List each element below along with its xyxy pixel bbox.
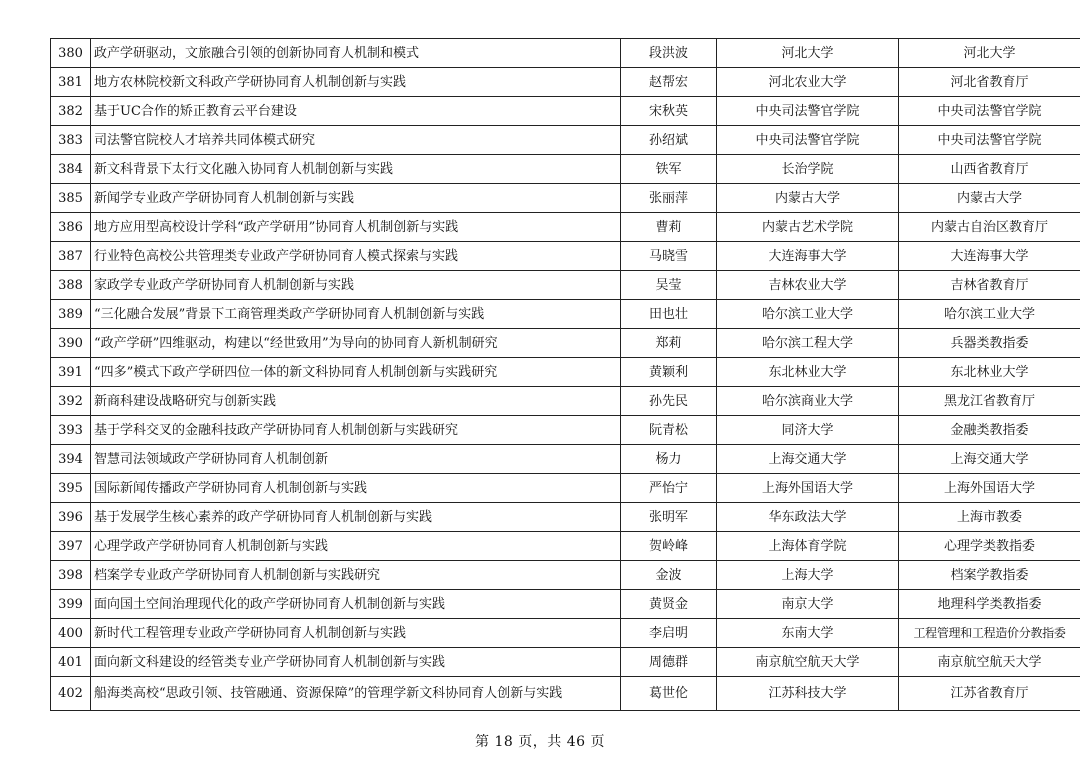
project-leader: 赵帮宏 [621,68,717,97]
table-row [51,242,1080,271]
recommending-unit: 中央司法警官学院 [899,97,1080,126]
page-footer: 第 18 页，共 46 页 [475,734,605,750]
school-name: 长治学院 [717,155,899,184]
row-number: 401 [51,648,91,677]
row-number: 386 [51,213,91,242]
project-title: 家政学专业政产学研协同育人机制创新与实践 [91,271,621,300]
recommending-unit: 上海交通大学 [899,445,1080,474]
table-row [51,648,1080,677]
school-name: 中央司法警官学院 [717,97,899,126]
recommending-unit: 南京航空航天大学 [899,648,1080,677]
row-number: 382 [51,97,91,126]
project-title: 面向国土空间治理现代化的政产学研协同育人机制创新与实践 [91,590,621,619]
row-number: 393 [51,416,91,445]
project-title: 国际新闻传播政产学研协同育人机制创新与实践 [91,474,621,503]
row-number: 380 [51,39,91,68]
table-row [51,619,1080,648]
row-number: 381 [51,68,91,97]
project-title: 司法警官院校人才培养共同体模式研究 [91,126,621,155]
project-title: 地方农林院校新文科政产学研协同育人机制创新与实践 [91,68,621,97]
table-row [51,474,1080,503]
school-name: 华东政法大学 [717,503,899,532]
project-leader: 杨力 [621,445,717,474]
project-table-body [51,39,1080,711]
project-leader: 黄贤金 [621,590,717,619]
school-name: 上海交通大学 [717,445,899,474]
recommending-unit: 吉林省教育厅 [899,271,1080,300]
row-number: 402 [51,677,91,711]
row-number: 384 [51,155,91,184]
project-title: 档案学专业政产学研协同育人机制创新与实践研究 [91,561,621,590]
table-row [51,503,1080,532]
recommending-unit: 山西省教育厅 [899,155,1080,184]
project-title: 心理学政产学研协同育人机制创新与实践 [91,532,621,561]
project-title: 基于UC合作的矫正教育云平台建设 [91,97,621,126]
project-leader: 郑莉 [621,329,717,358]
row-number: 392 [51,387,91,416]
recommending-unit: 上海市教委 [899,503,1080,532]
school-name: 上海大学 [717,561,899,590]
recommending-unit: 档案学教指委 [899,561,1080,590]
project-leader: 阮青松 [621,416,717,445]
row-number: 399 [51,590,91,619]
recommending-unit: 内蒙古自治区教育厅 [899,213,1080,242]
school-name: 东南大学 [717,619,899,648]
table-row [51,213,1080,242]
table-row [51,387,1080,416]
table-row [51,68,1080,97]
recommending-unit: 上海外国语大学 [899,474,1080,503]
project-title: 新商科建设战略研究与创新实践 [91,387,621,416]
project-leader: 曹莉 [621,213,717,242]
recommending-unit: 哈尔滨工业大学 [899,300,1080,329]
project-leader: 周德群 [621,648,717,677]
table-row [51,416,1080,445]
school-name: 南京航空航天大学 [717,648,899,677]
project-title: 船海类高校“思政引领、技管融通、资源保障”的管理学新文科协同育人创新与实践 [91,677,621,711]
project-leader: 贺岭峰 [621,532,717,561]
row-number: 390 [51,329,91,358]
row-number: 397 [51,532,91,561]
project-leader: 宋秋英 [621,97,717,126]
school-name: 东北林业大学 [717,358,899,387]
row-number: 387 [51,242,91,271]
project-title: 地方应用型高校设计学科“政产学研用”协同育人机制创新与实践 [91,213,621,242]
table-row [51,590,1080,619]
project-leader: 吴莹 [621,271,717,300]
row-number: 385 [51,184,91,213]
school-name: 河北农业大学 [717,68,899,97]
recommending-unit: 河北省教育厅 [899,68,1080,97]
table-row [51,39,1080,68]
project-leader: 李启明 [621,619,717,648]
school-name: 江苏科技大学 [717,677,899,711]
project-leader: 铁军 [621,155,717,184]
project-leader: 葛世伦 [621,677,717,711]
school-name: 内蒙古艺术学院 [717,213,899,242]
project-leader: 黄颖利 [621,358,717,387]
row-number: 391 [51,358,91,387]
project-title: 智慧司法领域政产学研协同育人机制创新 [91,445,621,474]
recommending-unit: 心理学类教指委 [899,532,1080,561]
project-leader: 孙绍斌 [621,126,717,155]
row-number: 398 [51,561,91,590]
row-number: 395 [51,474,91,503]
project-title: “三化融合发展”背景下工商管理类政产学研协同育人机制创新与实践 [91,300,621,329]
school-name: 上海体育学院 [717,532,899,561]
table-row [51,97,1080,126]
recommending-unit: 江苏省教育厅 [899,677,1080,711]
project-table [50,38,1080,711]
school-name: 中央司法警官学院 [717,126,899,155]
project-leader: 孙先民 [621,387,717,416]
recommending-unit: 大连海事大学 [899,242,1080,271]
row-number: 388 [51,271,91,300]
school-name: 吉林农业大学 [717,271,899,300]
project-title: “四多”模式下政产学研四位一体的新文科协同育人机制创新与实践研究 [91,358,621,387]
recommending-unit: 河北大学 [899,39,1080,68]
school-name: 河北大学 [717,39,899,68]
project-leader: 张明军 [621,503,717,532]
recommending-unit: 兵器类教指委 [899,329,1080,358]
project-title: 基于学科交叉的金融科技政产学研协同育人机制创新与实践研究 [91,416,621,445]
table-row [51,677,1080,711]
school-name: 同济大学 [717,416,899,445]
school-name: 哈尔滨工程大学 [717,329,899,358]
table-row [51,532,1080,561]
project-leader: 田也壮 [621,300,717,329]
table-row [51,126,1080,155]
recommending-unit: 东北林业大学 [899,358,1080,387]
row-number: 383 [51,126,91,155]
project-title: 政产学研驱动，文旅融合引领的创新协同育人机制和模式 [91,39,621,68]
table-row [51,300,1080,329]
project-leader: 金波 [621,561,717,590]
school-name: 大连海事大学 [717,242,899,271]
project-title: 面向新文科建设的经管类专业产学研协同育人机制创新与实践 [91,648,621,677]
project-title: 行业特色高校公共管理类专业政产学研协同育人模式探索与实践 [91,242,621,271]
recommending-unit: 金融类教指委 [899,416,1080,445]
project-leader: 段洪波 [621,39,717,68]
recommending-unit: 内蒙古大学 [899,184,1080,213]
table-row [51,561,1080,590]
table-row [51,155,1080,184]
project-title: 新时代工程管理专业政产学研协同育人机制创新与实践 [91,619,621,648]
row-number: 396 [51,503,91,532]
project-leader: 张丽萍 [621,184,717,213]
school-name: 哈尔滨工业大学 [717,300,899,329]
recommending-unit: 中央司法警官学院 [899,126,1080,155]
project-title: “政产学研”四维驱动，构建以“经世致用”为导向的协同育人新机制研究 [91,329,621,358]
table-row [51,271,1080,300]
recommending-unit: 地理科学类教指委 [899,590,1080,619]
project-title: 新闻学专业政产学研协同育人机制创新与实践 [91,184,621,213]
table-row [51,329,1080,358]
table-row [51,358,1080,387]
school-name: 哈尔滨商业大学 [717,387,899,416]
recommending-unit: 工程管理和工程造价分教指委 [899,619,1080,648]
recommending-unit: 黑龙江省教育厅 [899,387,1080,416]
project-leader: 马晓雪 [621,242,717,271]
project-title: 基于发展学生核心素养的政产学研协同育人机制创新与实践 [91,503,621,532]
school-name: 南京大学 [717,590,899,619]
table-row [51,184,1080,213]
row-number: 400 [51,619,91,648]
school-name: 上海外国语大学 [717,474,899,503]
table-row [51,445,1080,474]
school-name: 内蒙古大学 [717,184,899,213]
row-number: 394 [51,445,91,474]
row-number: 389 [51,300,91,329]
project-title: 新文科背景下太行文化融入协同育人机制创新与实践 [91,155,621,184]
project-leader: 严怡宁 [621,474,717,503]
